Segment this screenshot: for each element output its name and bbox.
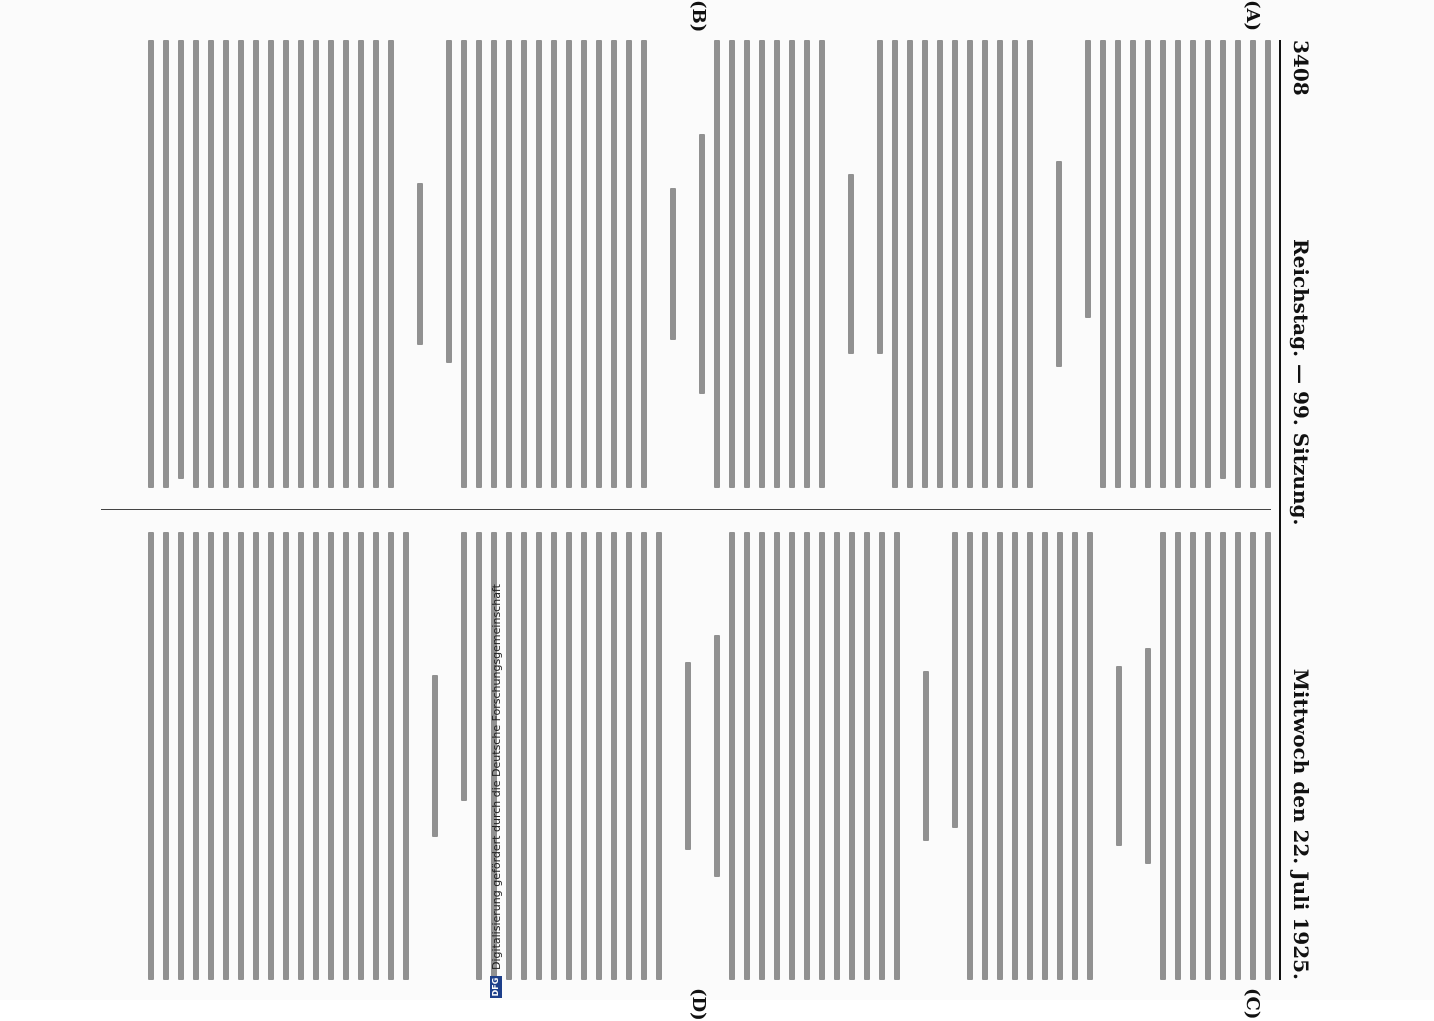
header-rule bbox=[1279, 40, 1281, 980]
text-line bbox=[952, 40, 958, 488]
text-line bbox=[804, 40, 810, 488]
text-line bbox=[1250, 532, 1256, 980]
text-line bbox=[521, 532, 527, 980]
paragraph-gap bbox=[676, 40, 690, 488]
text-line bbox=[148, 532, 154, 980]
text-line bbox=[193, 40, 199, 488]
text-line bbox=[566, 40, 572, 488]
text-line bbox=[461, 40, 467, 488]
text-line bbox=[759, 532, 765, 980]
page-number: 3408 bbox=[1289, 40, 1313, 96]
paragraph-gap bbox=[394, 40, 408, 488]
text-line bbox=[952, 532, 958, 828]
text-line bbox=[1175, 532, 1181, 980]
margin-letter-b: (B) bbox=[688, 0, 709, 33]
text-line bbox=[373, 40, 379, 488]
text-line bbox=[163, 532, 169, 980]
text-line bbox=[1072, 532, 1078, 980]
text-line bbox=[328, 40, 334, 488]
text-line bbox=[581, 40, 587, 488]
text-line bbox=[476, 40, 482, 488]
text-line bbox=[626, 532, 632, 980]
text-line bbox=[685, 662, 691, 850]
text-line bbox=[1250, 40, 1256, 488]
text-line bbox=[536, 532, 542, 980]
text-line bbox=[1265, 532, 1271, 980]
text-line bbox=[253, 40, 259, 488]
text-line bbox=[596, 532, 602, 980]
text-line bbox=[1085, 40, 1091, 318]
text-line bbox=[238, 40, 244, 488]
text-line bbox=[937, 40, 943, 488]
text-line bbox=[551, 40, 557, 488]
text-line bbox=[193, 532, 199, 980]
text-line bbox=[997, 532, 1003, 980]
text-line bbox=[358, 40, 364, 488]
text-line bbox=[894, 532, 900, 980]
text-line bbox=[178, 532, 184, 980]
text-line bbox=[178, 40, 184, 479]
text-line bbox=[298, 532, 304, 980]
text-line bbox=[1145, 40, 1151, 488]
digitization-credit bbox=[488, 0, 504, 998]
text-line bbox=[789, 40, 795, 488]
text-line bbox=[1145, 648, 1151, 863]
text-line bbox=[907, 40, 913, 488]
text-line bbox=[373, 532, 379, 980]
text-line bbox=[1235, 532, 1241, 980]
text-line bbox=[1116, 666, 1122, 845]
paragraph-gap bbox=[900, 532, 914, 980]
text-line bbox=[1220, 40, 1226, 479]
text-line bbox=[1205, 532, 1211, 980]
text-line bbox=[1220, 532, 1226, 980]
right-column bbox=[101, 532, 1271, 980]
text-line bbox=[819, 40, 825, 488]
text-line bbox=[626, 40, 632, 488]
text-line bbox=[744, 532, 750, 980]
text-line bbox=[774, 40, 780, 488]
text-line bbox=[892, 40, 898, 488]
text-line bbox=[1160, 40, 1166, 488]
text-line bbox=[804, 532, 810, 980]
margin-letter-c: (C) bbox=[1242, 988, 1263, 1020]
text-line bbox=[1027, 532, 1033, 980]
text-line bbox=[1190, 40, 1196, 488]
text-line bbox=[982, 532, 988, 980]
text-line bbox=[1012, 40, 1018, 488]
text-line bbox=[759, 40, 765, 488]
text-line bbox=[1175, 40, 1181, 488]
text-line bbox=[1012, 532, 1018, 980]
text-line bbox=[774, 532, 780, 980]
text-line bbox=[744, 40, 750, 488]
text-line bbox=[641, 40, 647, 488]
text-line bbox=[581, 532, 587, 980]
text-line bbox=[670, 188, 676, 340]
left-column bbox=[101, 40, 1271, 488]
paragraph-gap bbox=[1122, 532, 1136, 980]
credit-text: Digitalisierung gefördert durch die Deutsche Forschungsgemeinschaft bbox=[489, 584, 503, 970]
text-line bbox=[611, 40, 617, 488]
paragraph-gap bbox=[691, 532, 705, 980]
text-line bbox=[388, 40, 394, 488]
text-line bbox=[358, 532, 364, 980]
text-line bbox=[283, 40, 289, 488]
paragraph-gap bbox=[409, 532, 423, 980]
text-line bbox=[506, 532, 512, 980]
text-line bbox=[879, 532, 885, 980]
text-line bbox=[446, 40, 452, 363]
text-line bbox=[967, 532, 973, 980]
paragraph-gap bbox=[929, 532, 943, 980]
text-line bbox=[967, 40, 973, 488]
text-line bbox=[848, 174, 854, 353]
text-line bbox=[1115, 40, 1121, 488]
paragraph-gap bbox=[423, 40, 437, 488]
text-line bbox=[1042, 532, 1048, 980]
paragraph-gap bbox=[1033, 40, 1047, 488]
text-line bbox=[343, 40, 349, 488]
text-line bbox=[536, 40, 542, 488]
text-line bbox=[343, 532, 349, 980]
text-line bbox=[223, 40, 229, 488]
text-line bbox=[714, 635, 720, 877]
text-line bbox=[521, 40, 527, 488]
header-title: Reichstag. — 99. Sitzung. bbox=[1289, 239, 1313, 526]
text-line bbox=[283, 532, 289, 980]
text-line bbox=[506, 40, 512, 488]
text-line bbox=[611, 532, 617, 980]
text-line bbox=[1160, 532, 1166, 980]
text-line bbox=[923, 671, 929, 841]
text-line bbox=[834, 532, 840, 980]
paragraph-gap bbox=[1093, 532, 1107, 980]
text-line bbox=[641, 532, 647, 980]
paragraph-gap bbox=[854, 40, 868, 488]
text-line bbox=[596, 40, 602, 488]
paragraph-gap bbox=[825, 40, 839, 488]
text-line bbox=[699, 134, 705, 394]
text-line bbox=[566, 532, 572, 980]
text-line bbox=[1130, 40, 1136, 488]
text-line bbox=[148, 40, 154, 488]
text-line bbox=[1087, 532, 1093, 980]
margin-letter-d: (D) bbox=[688, 988, 709, 1021]
text-line bbox=[656, 532, 662, 980]
text-line bbox=[997, 40, 1003, 488]
paragraph-gap bbox=[662, 532, 676, 980]
text-line bbox=[253, 532, 259, 980]
text-line bbox=[313, 532, 319, 980]
text-line bbox=[388, 532, 394, 980]
text-line bbox=[849, 532, 855, 980]
text-line bbox=[729, 532, 735, 980]
dfg-logo: DFG bbox=[491, 977, 500, 997]
column-divider bbox=[101, 509, 1271, 510]
text-line bbox=[1027, 40, 1033, 488]
text-line bbox=[1057, 532, 1063, 980]
text-line bbox=[789, 532, 795, 980]
text-line bbox=[1235, 40, 1241, 488]
text-line bbox=[403, 532, 409, 980]
text-line bbox=[1205, 40, 1211, 488]
text-line bbox=[1100, 40, 1106, 488]
text-line bbox=[1265, 40, 1271, 488]
text-line bbox=[298, 40, 304, 488]
text-line bbox=[163, 40, 169, 488]
paragraph-gap bbox=[438, 532, 452, 980]
text-line bbox=[268, 532, 274, 980]
text-line bbox=[1056, 161, 1062, 367]
margin-letter-a: (A) bbox=[1242, 0, 1263, 31]
text-line bbox=[461, 532, 467, 801]
header-date: Mittwoch den 22. Juli 1925. bbox=[1289, 668, 1313, 980]
paragraph-gap bbox=[647, 40, 661, 488]
text-line bbox=[551, 532, 557, 980]
text-line bbox=[714, 40, 720, 488]
text-line bbox=[1190, 532, 1196, 980]
text-line bbox=[313, 40, 319, 488]
text-line bbox=[432, 675, 438, 836]
text-line bbox=[208, 532, 214, 980]
text-line bbox=[864, 532, 870, 980]
text-line bbox=[417, 183, 423, 344]
text-line bbox=[982, 40, 988, 488]
text-line bbox=[238, 532, 244, 980]
text-line bbox=[476, 532, 482, 980]
text-line bbox=[729, 40, 735, 488]
page-header bbox=[1287, 40, 1315, 980]
text-line bbox=[208, 40, 214, 488]
text-line bbox=[268, 40, 274, 488]
text-line bbox=[328, 532, 334, 980]
text-line bbox=[922, 40, 928, 488]
paragraph-gap bbox=[1062, 40, 1076, 488]
text-line bbox=[223, 532, 229, 980]
text-line bbox=[877, 40, 883, 354]
text-line bbox=[819, 532, 825, 980]
